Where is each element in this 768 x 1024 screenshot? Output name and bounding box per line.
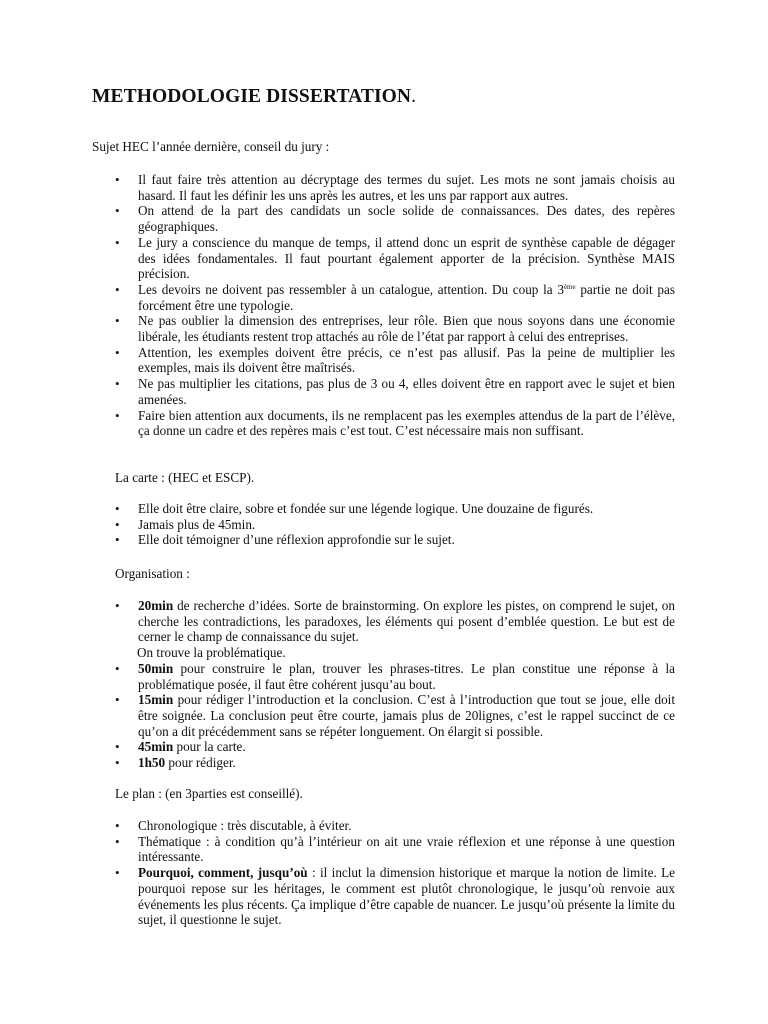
list-item: • 15min pour rédiger l’introduction et la conclusion. C’est à l’introduction que tout se joue, elle doit être soignée. La conclusion peut être courte, jamais plus de 20lignes, c’est le rappel succinct de ce qu’on a dit précédemment sans se répéter longuement. On élargit si possible. <box>115 692 675 739</box>
list-item: • Ne pas oublier la dimension des entreprises, leur rôle. Bien que nous soyons dans une économie libérale, les étudiants restent trop attachés au rôle de l’état par rapport à celui des entreprises. <box>115 313 675 344</box>
list-item: • Il faut faire très attention au décryptage des termes du sujet. Les mots ne sont jamais choisis au hasard. Il faut les définir les uns après les autres, et les uns par rapport aux autres. <box>115 172 675 203</box>
organisation-list <box>115 598 675 771</box>
list-item: • Jamais plus de 45min. <box>115 517 675 533</box>
list-item: • 50min pour construire le plan, trouver les phrases-titres. Le plan constitue une réponse à la problématique posée, il faut être cohérent jusqu’au bout. <box>115 661 675 692</box>
list-item: • Thématique : à condition qu’à l’intérieur on ait une vraie réflexion et une réponse à une question intéressante. <box>115 834 675 865</box>
list-item: • 20min de recherche d’idées. Sorte de brainstorming. On explore les pistes, on comprend le sujet, on cherche les contradictions, les paradoxes, les éléments qui posent d’emblée question. Le but est de cerner le champ de connaissance du sujet. On trouve la problématique. <box>115 598 675 661</box>
carte-list <box>115 501 675 548</box>
list-item: • Faire bien attention aux documents, ils ne remplacent pas les exemples attendus de la part de l’élève, ça donne un cadre et des repères mais c’est tout. C’est nécessaire mais non suffisant. <box>115 408 675 439</box>
list-item: • Ne pas multiplier les citations, pas plus de 3 ou 4, elles doivent être en rapport avec le sujet et bien amenées. <box>115 376 675 407</box>
jury-advice-list <box>115 172 675 439</box>
organisation-heading: Organisation : <box>115 566 190 581</box>
list-item: • Pourquoi, comment, jusqu’où : il inclut la dimension historique et marque la notion de limite. Le pourquoi repose sur les héritages, le comment est plutôt chronologique, le jusqu’où renvoie aux événements les plus récents. Ça implique d’être capable de nuancer. Le jusqu’où présente la limite du sujet, il questionne le sujet. <box>115 865 675 928</box>
carte-heading: La carte : (HEC et ESCP). <box>115 470 255 485</box>
list-item: • Elle doit être claire, sobre et fondée sur une légende logique. Une douzaine de figurés. <box>115 501 675 517</box>
list-item: • 45min pour la carte. <box>115 739 675 755</box>
list-item: • Le jury a conscience du manque de temps, il attend donc un esprit de synthèse capable de dégager des idées fondamentales. Il faut pourtant également apporter de la précision. Synthèse MAIS précision. <box>115 235 675 282</box>
list-item: • On attend de la part des candidats un socle solide de connaissances. Des dates, des repères géographiques. <box>115 203 675 234</box>
list-item: • Attention, les exemples doivent être précis, ce n’est pas allusif. Pas la peine de multiplier les exemples, mais ils doivent être maîtrisés. <box>115 345 675 376</box>
plan-heading: Le plan : (en 3parties est conseillé). <box>115 786 303 801</box>
intro-line: Sujet HEC l’année dernière, conseil du jury : <box>92 139 330 154</box>
list-item: • Elle doit témoigner d’une réflexion approfondie sur le sujet. <box>115 532 675 548</box>
list-item: • Les devoirs ne doivent pas ressembler à un catalogue, attention. Du coup la 3ème partie ne doit pas forcément être une typologie. <box>115 282 675 313</box>
document-title: METHODOLOGIE DISSERTATION. <box>92 86 417 107</box>
list-item: • Chronologique : très discutable, à éviter. <box>115 818 675 834</box>
superscript: ème <box>563 282 576 291</box>
plan-list <box>115 818 675 928</box>
list-item: • 1h50 pour rédiger. <box>115 755 675 771</box>
